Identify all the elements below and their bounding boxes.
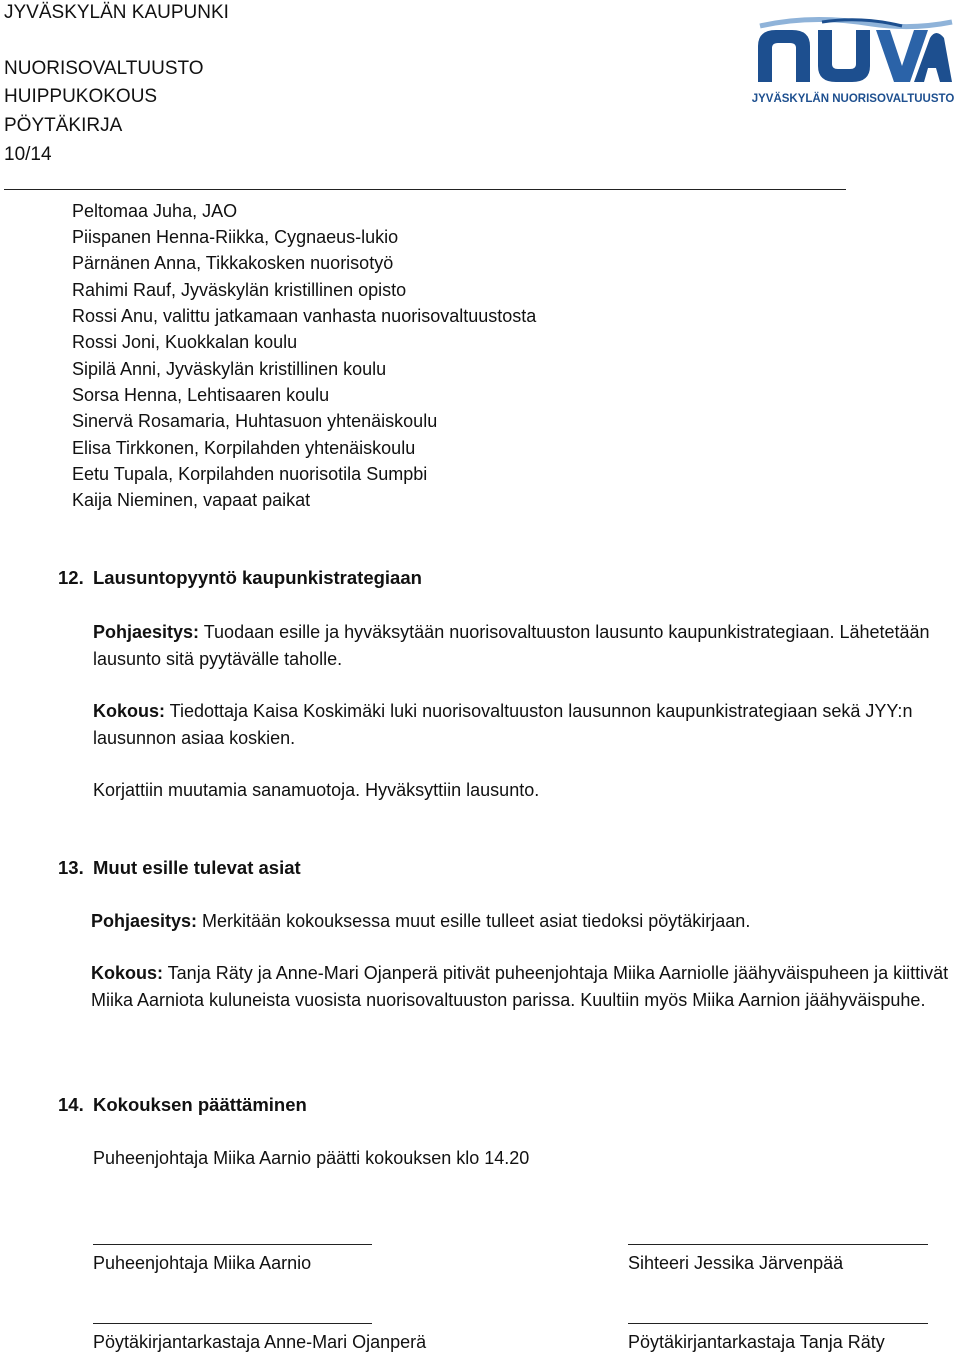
proposal-label: Pohjaesitys: — [91, 911, 198, 931]
section-12-proposal — [93, 619, 943, 672]
proposal-label: Pohjaesitys: — [93, 622, 200, 642]
signature-checker1: Pöytäkirjantarkastaja Anne-Mari Ojanperä — [93, 1332, 427, 1352]
signature-line-chair — [93, 1244, 372, 1245]
signature-line-checker2 — [628, 1323, 928, 1324]
logo-subtitle: JYVÄSKYLÄN NUORISOVALTUUSTO — [752, 93, 954, 105]
attendee-item: Rossi Joni, Kuokkalan koulu — [72, 332, 298, 352]
proposal-text: Tuodaan esille ja hyväksytään nuorisovaltuuston lausunto kaupunkistrategiaan. Lähetetään lausunto sitä pyytävälle taholle. — [93, 622, 930, 669]
header-meeting: HUIPPUKOKOUS — [4, 86, 158, 107]
attendee-item: Sipilä Anni, Jyväskylän kristillinen koulu — [72, 359, 387, 379]
header-page-number: 10/14 — [4, 144, 52, 165]
section-13-meeting — [91, 960, 951, 1013]
section-13-title: Muut esille tulevat asiat — [93, 857, 301, 878]
attendee-item: Sorsa Henna, Lehtisaaren koulu — [72, 385, 330, 405]
attendee-item: Sinervä Rosamaria, Huhtasuon yhtenäiskoulu — [72, 411, 438, 431]
attendee-item: Rossi Anu, valittu jatkamaan vanhasta nuorisovaltuustosta — [72, 306, 537, 326]
attendee-item: Piispanen Henna-Riikka, Cygnaeus-lukio — [72, 227, 399, 247]
nuva-logo — [752, 16, 954, 108]
section-13-number: 13. — [58, 857, 84, 878]
signature-line-checker1 — [93, 1323, 372, 1324]
attendee-item: Peltomaa Juha, JAO — [72, 201, 238, 221]
attendee-item: Rahimi Rauf, Jyväskylän kristillinen opisto — [72, 280, 407, 300]
section-12-extra: Korjattiin muutamia sanamuotoja. Hyväksyttiin lausunto. — [93, 780, 540, 800]
section-13-proposal — [91, 908, 951, 935]
section-12-number: 12. — [58, 567, 84, 588]
section-12-meeting — [93, 698, 943, 751]
attendee-item: Eetu Tupala, Korpilahden nuorisotila Sumpbi — [72, 464, 428, 484]
section-14-title: Kokouksen päättäminen — [93, 1094, 307, 1115]
header-city: JYVÄSKYLÄN KAUPUNKI — [4, 2, 229, 23]
header-divider — [4, 189, 846, 190]
meeting-text: Tiedottaja Kaisa Koskimäki luki nuorisovaltuuston lausunnon kaupunkistrategiaan sekä JYY:n lausunnon asiaa koskien. — [93, 701, 913, 748]
section-14-number: 14. — [58, 1094, 84, 1115]
signature-chair: Puheenjohtaja Miika Aarnio — [93, 1253, 312, 1273]
section-14-text: Puheenjohtaja Miika Aarnio päätti kokouksen klo 14.20 — [93, 1148, 530, 1168]
header-doc-type: PÖYTÄKIRJA — [4, 115, 123, 136]
proposal-text: Merkitään kokouksessa muut esille tulleet asiat tiedoksi pöytäkirjaan. — [197, 911, 751, 931]
attendee-item: Elisa Tirkkonen, Korpilahden yhtenäiskoulu — [72, 438, 416, 458]
meeting-label: Kokous: — [91, 963, 163, 983]
signature-secretary: Sihteeri Jessika Järvenpää — [628, 1253, 844, 1273]
signature-line-secretary — [628, 1244, 928, 1245]
meeting-text: Tanja Räty ja Anne-Mari Ojanperä pitivät puheenjohtaja Miika Aarniolle jäähyväispuheen ja kiittivät Miika Aarniota kuluneista vuosista nuorisovaltuuston parissa. Kuultiin myös Miika Aarnion jäähyväispuhe. — [91, 963, 949, 1010]
attendee-item: Pärnänen Anna, Tikkakosken nuorisotyö — [72, 253, 394, 273]
meeting-label: Kokous: — [93, 701, 165, 721]
attendee-item: Kaija Nieminen, vapaat paikat — [72, 490, 311, 510]
header-organization: NUORISOVALTUUSTO — [4, 58, 204, 79]
section-12-title: Lausuntopyyntö kaupunkistrategiaan — [93, 567, 422, 588]
signature-checker2: Pöytäkirjantarkastaja Tanja Räty — [628, 1332, 885, 1352]
